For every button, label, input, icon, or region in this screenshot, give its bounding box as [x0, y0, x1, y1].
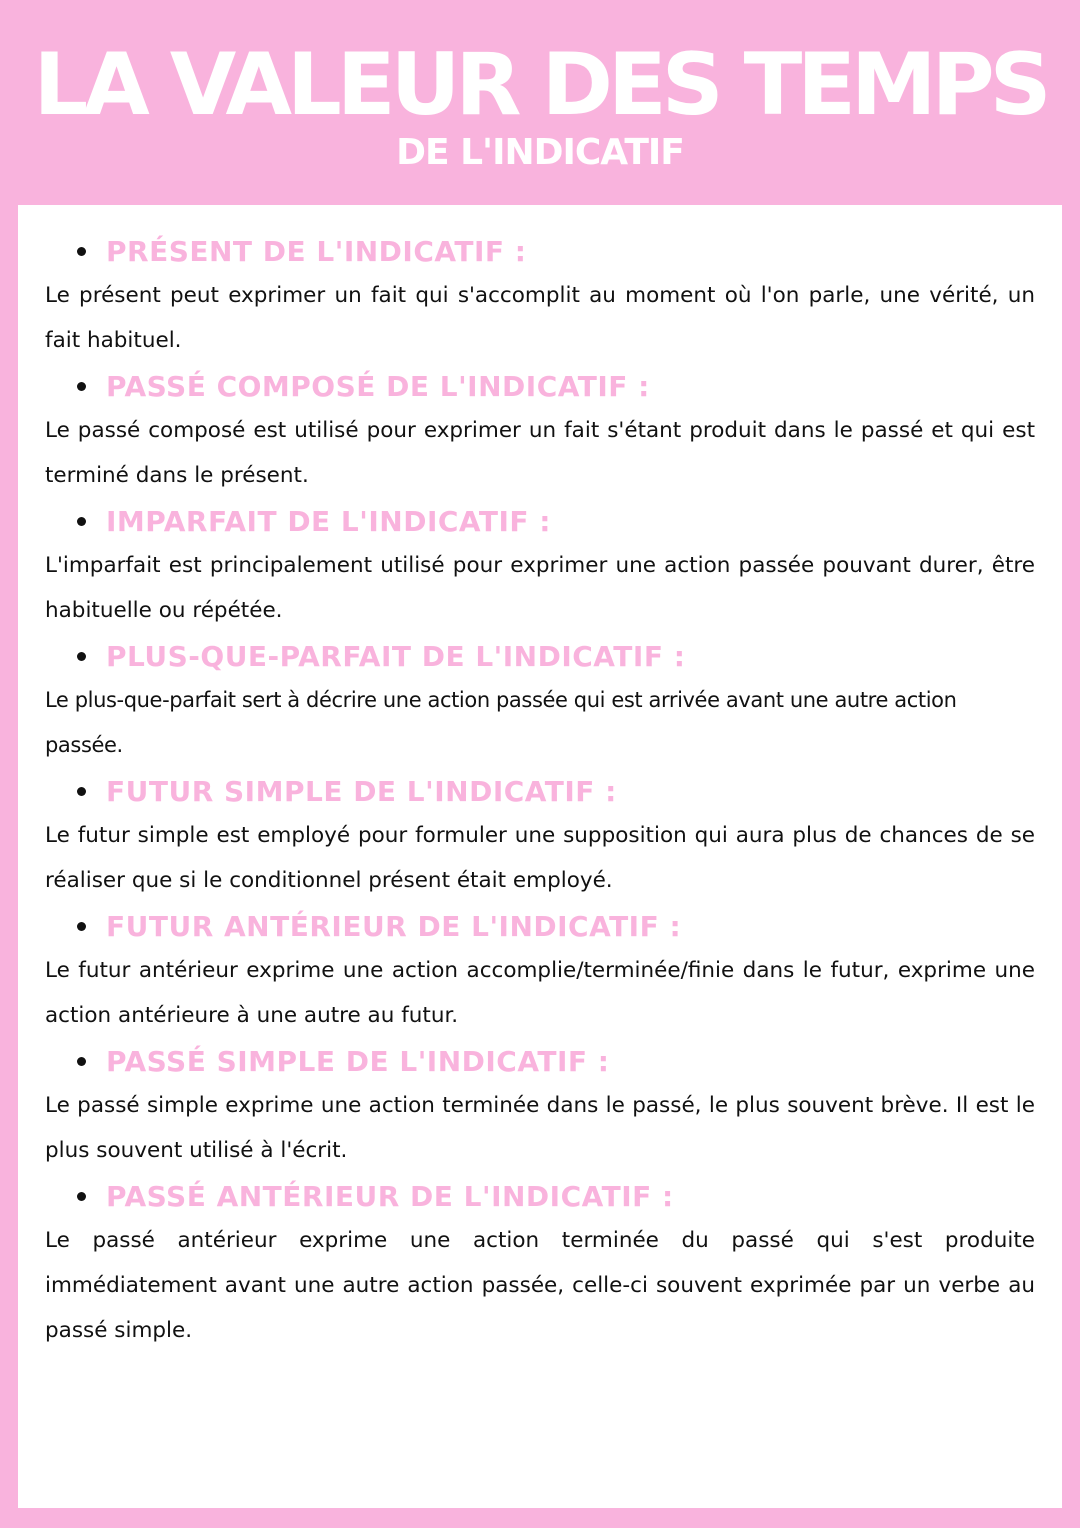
bullet-icon: [77, 517, 86, 526]
page-title: LA VALEUR DES TEMPS: [33, 35, 1047, 135]
section-imparfait: [45, 499, 1035, 633]
section-heading-text: PRÉSENT DE L'INDICATIF :: [106, 234, 527, 268]
bullet-icon: [77, 1192, 86, 1201]
bullet-icon: [77, 382, 86, 391]
section-heading: [45, 364, 1035, 408]
section-heading: [45, 769, 1035, 813]
section-heading-text: IMPARFAIT DE L'INDICATIF :: [106, 504, 551, 538]
bullet-icon: [77, 922, 86, 931]
section-text: Le passé antérieur exprime une action terminée du passé qui s'est produite immédiatement avant une autre action passée, celle-ci souvent exprimée par un verbe au passé simple.: [45, 1228, 1035, 1343]
section-heading: [45, 904, 1035, 948]
section-heading: [45, 1174, 1035, 1218]
sections-list: [45, 229, 1035, 1354]
section-text: Le présent peut exprimer un fait qui s'accomplit au moment où l'on parle, une vérité, un fait habituel.: [45, 283, 1035, 353]
section-heading-text: PASSÉ COMPOSÉ DE L'INDICATIF :: [106, 369, 650, 403]
section-heading-text: FUTUR SIMPLE DE L'INDICATIF :: [106, 774, 617, 808]
section-passe-compose: [45, 364, 1035, 498]
page-header: [0, 0, 1080, 205]
content-card: [18, 205, 1062, 1508]
section-heading-text: PASSÉ ANTÉRIEUR DE L'INDICATIF :: [106, 1179, 674, 1213]
page-subtitle: DE L'INDICATIF: [396, 132, 684, 173]
section-text: Le futur antérieur exprime une action accomplie/terminée/finie dans le futur, exprime une action antérieure à une autre au futur.: [45, 958, 1035, 1028]
section-passe-simple: [45, 1039, 1035, 1173]
section-present: [45, 229, 1035, 363]
section-heading-text: PASSÉ SIMPLE DE L'INDICATIF :: [106, 1044, 610, 1078]
bullet-icon: [77, 652, 86, 661]
section-text: Le plus-que-parfait sert à décrire une action passée qui est arrivée avant une autre action passée.: [45, 688, 957, 757]
section-futur-anterieur: [45, 904, 1035, 1038]
bullet-icon: [77, 247, 86, 256]
section-heading: [45, 499, 1035, 543]
section-passe-anterieur: [45, 1174, 1035, 1353]
section-text: Le passé simple exprime une action terminée dans le passé, le plus souvent brève. Il est le plus souvent utilisé à l'écrit.: [45, 1093, 1035, 1163]
section-futur-simple: [45, 769, 1035, 903]
section-heading: [45, 1039, 1035, 1083]
section-heading-text: PLUS-QUE-PARFAIT DE L'INDICATIF :: [106, 639, 686, 673]
bullet-icon: [77, 787, 86, 796]
section-plus-que-parfait: [45, 634, 1035, 768]
section-text: Le futur simple est employé pour formuler une supposition qui aura plus de chances de se réaliser que si le conditionnel présent était employé.: [45, 823, 1035, 893]
section-text: Le passé composé est utilisé pour exprimer un fait s'étant produit dans le passé et qui est terminé dans le présent.: [45, 418, 1035, 488]
bullet-icon: [77, 1057, 86, 1066]
section-heading: [45, 634, 1035, 678]
section-text: L'imparfait est principalement utilisé pour exprimer une action passée pouvant durer, être habituelle ou répétée.: [45, 553, 1035, 623]
section-heading-text: FUTUR ANTÉRIEUR DE L'INDICATIF :: [106, 909, 682, 943]
section-heading: [45, 229, 1035, 273]
